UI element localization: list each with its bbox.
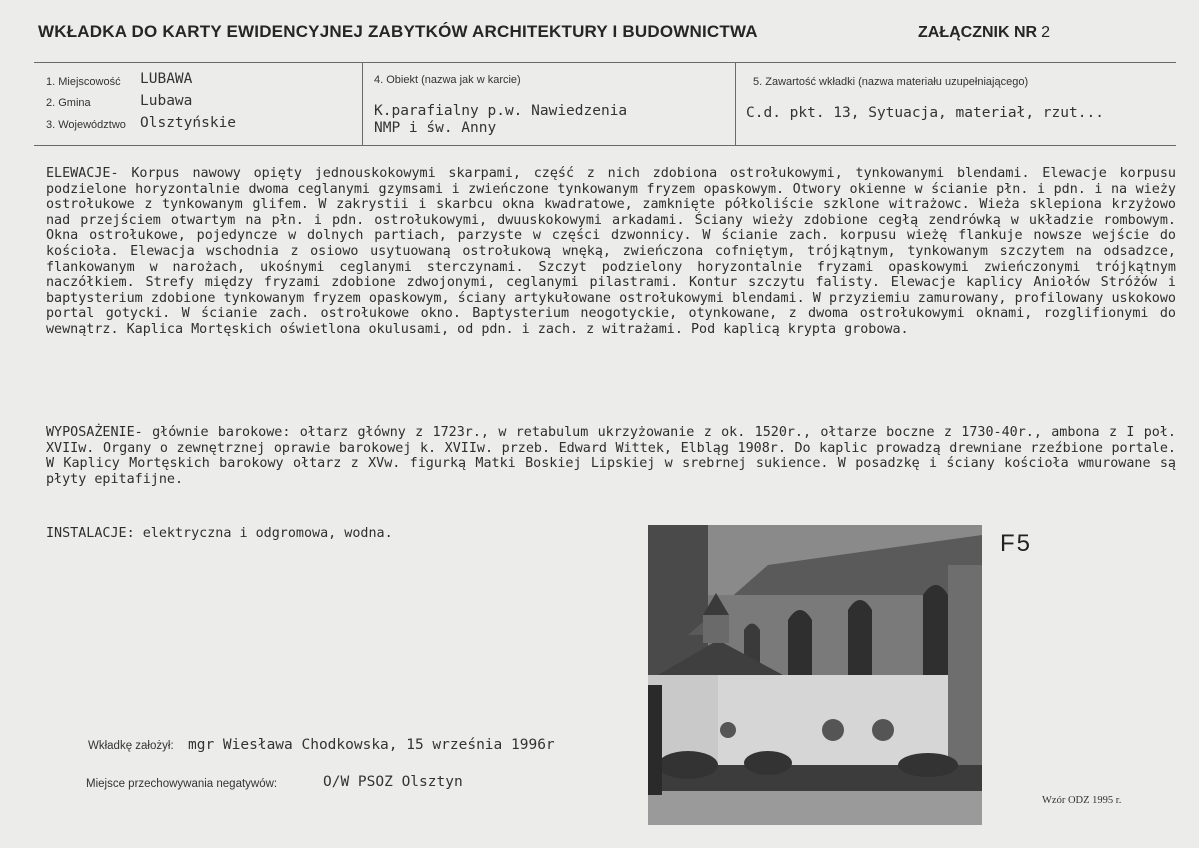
annex-number: 2 xyxy=(1041,24,1050,41)
furnishings-paragraph: WYPOSAŻENIE- głównie barokowe: ołtarz główny z 1723r., w retabulum ukrzyżowanie z ok. 1520r., ołtarze boczne z 1730-40r., ambona z I poł. XVIIw. Organy o zewnętrznej oprawie barokowej k. XVIIw. przeb. Edward Wittek, Elbląg 1908r. Do kaplic prowadzą drewniane rzeźbione portale. W Kaplicy Mortęskich barokowy ołtarz z XVw. figurką Matki Boskiej Lipskiej w srebrnej sukience. W posadzkę i ściany kościoła wmurowane są płyty epitafijne. xyxy=(46,425,1176,487)
installations-paragraph: INSTALACJE: elektryczna i odgromowa, wodna. xyxy=(46,526,393,541)
author-value: mgr Wiesława Chodkowska, 15 września 1996r xyxy=(188,737,555,753)
annex-label: ZAŁĄCZNIK NR xyxy=(918,24,1038,41)
content-value: C.d. pkt. 13, Sytuacja, materiał, rzut... xyxy=(746,105,1104,121)
voivodeship-value: Olsztyńskie xyxy=(140,115,237,131)
locality-value: LUBAWA xyxy=(140,71,193,87)
author-label: Wkładkę założył: xyxy=(88,740,174,752)
commune-value: Lubawa xyxy=(140,93,193,109)
object-value-line2: NMP i św. Anny xyxy=(374,120,497,136)
storage-label: Miejsce przechowywania negatywów: xyxy=(86,778,278,790)
form-reference: Wzór ODZ 1995 r. xyxy=(1042,795,1122,806)
church-photo-drawing xyxy=(648,525,982,825)
table-top-border xyxy=(34,62,1176,63)
locality-label: 1. Miejscowość xyxy=(46,76,121,88)
voivodeship-label: 3. Województwo xyxy=(46,119,126,131)
church-photo xyxy=(648,525,982,825)
content-label: 5. Zawartość wkładki (nazwa materiału uzupełniającego) xyxy=(753,76,1029,88)
annex-header xyxy=(918,24,1050,42)
column-divider-2 xyxy=(735,62,736,146)
commune-label: 2. Gmina xyxy=(46,97,91,109)
form-title: WKŁADKA DO KARTY EWIDENCYJNEJ ZABYTKÓW ARCHITEKTURY I BUDOWNICTWA xyxy=(38,22,758,41)
elevations-paragraph: ELEWACJE- Korpus nawowy opięty jednouskokowymi skarpami, część z nich zdobiona ostrołukowymi, tynkowanymi blendami. Elewacje korpusu podzielone horyzontalnie dwoma ceglanymi gzymsami i zwieńczone tynkowanym fryzem opaskowym. Otwory okienne w ścianie płn. i pdn. i na wieży ostrołukowe z tynkowanym glifem. W zakrystii i skarbcu okna kwadratowe, zamknięte półkoliście szklone witrażowc. Wieża sklepiona krzyżowo nad przejściem otwartym na płn. i pdn. ostrołukowymi, dwuuskokowymi arkadami. Ściany wieży zdobione cegłą zendrówką w układzie rombowym. Okna ostrołukowe, pojedyncze w dolnych partiach, parzyste w części dzwonnicy. W ścianie zach. korpusu wieżę flankuje nowsze wejście do kościoła. Elewacja wschodnia z osiowo usytuowaną ostrołukową wnęką, zwieńczona cofniętym, trójkątnym, tynkowanym szczytem na odsadzce, flankowanym w narożach, ukośnymi ceglanymi sterczynami. Szczyt podzielony horyzontalnie fryzami opaskowymi zwieńczonymi trójkątnym naczółkiem. Strefy między fryzami zdobione zdwojonymi, ceglanymi pilastrami. Kontur szczytu falisty. Elewacje kaplicy Aniołów Stróżów i baptysterium zdobione tynkowanym fryzem opaskowym, ściany artykułowane ostrołukowymi blendami. W przyziemiu zamurowany, profilowany uskokowo portal gotycki. W ścianie zach. ostrołukowe okno. Baptysterium neogotyckie, otynkowane, z dwoma ostrołukowymi oknami, rozglifionymi do wewnątrz. Kaplica Mortęskich oświetlona okulusami, od pdn. i zach. z witrażami. Pod kaplicą krypta grobowa. xyxy=(46,166,1176,337)
object-value-line1: K.parafialny p.w. Nawiedzenia xyxy=(374,103,628,119)
storage-value: O/W PSOZ Olsztyn xyxy=(323,774,463,790)
object-label: 4. Obiekt (nazwa jak w karcie) xyxy=(374,74,521,86)
table-bottom-border xyxy=(34,145,1176,146)
column-divider-1 xyxy=(362,62,363,146)
photo-code: F5 xyxy=(1000,530,1033,557)
